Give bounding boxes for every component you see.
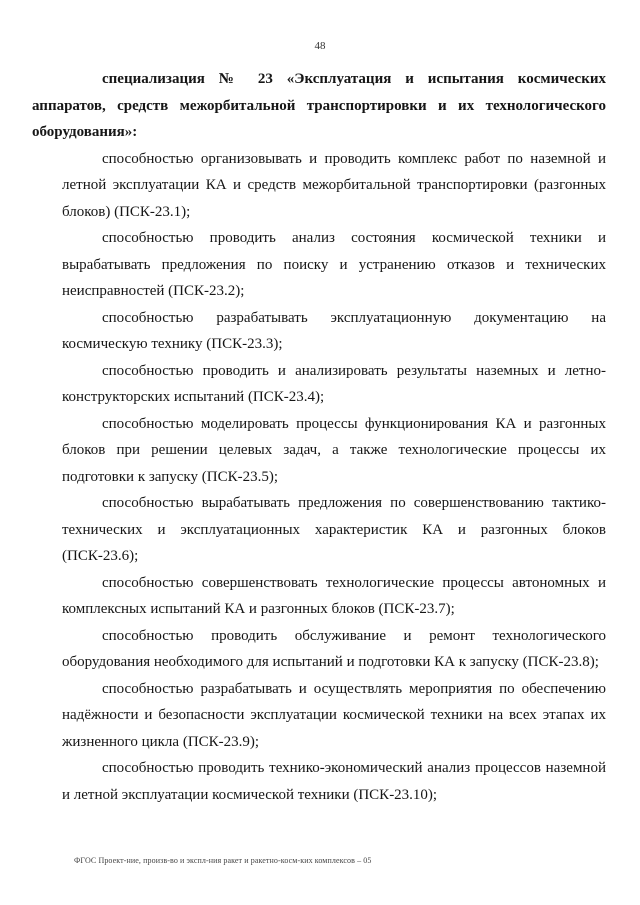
competency-line: способностью проводить и анализировать результаты наземных и летно- [102, 362, 606, 379]
heading-line: аппаратов, средств межорбитальной транспортировки и их технологического [32, 97, 606, 114]
competency-item [62, 225, 606, 305]
document-body [32, 66, 606, 808]
competency-line: неисправностей (ПСК-23.2); [62, 283, 245, 299]
competency-item [62, 755, 606, 808]
competency-line: вырабатывать предложения по поиску и устранению отказов и технических [62, 256, 606, 273]
competency-line: надёжности и безопасности эксплуатации космической техники на всех этапах их [62, 707, 606, 723]
competency-line: подготовки к запуску (ПСК-23.5); [62, 468, 278, 485]
competency-line: способностью моделировать процессы функционирования КА и разгонных [102, 415, 606, 432]
competency-line: конструкторских испытаний (ПСК-23.4); [62, 389, 325, 405]
competency-item [62, 358, 606, 411]
competency-item [62, 490, 606, 570]
specialization-heading [32, 66, 606, 146]
heading-line: специализация № 23 «Эксплуатация и испытания космических [102, 71, 606, 87]
competency-item [62, 623, 606, 676]
competency-item [62, 570, 606, 623]
page-number: 48 [314, 40, 326, 52]
competency-list [62, 146, 606, 809]
competency-line: жизненного цикла (ПСК-23.9); [62, 733, 260, 750]
competency-line: летной эксплуатации КА и средств межорбитальной транспортировки (разгонных [62, 177, 606, 193]
competency-item [62, 676, 606, 756]
competency-line: оборудования необходимого для испытаний и подготовки КА к запуску (ПСК-23.8); [62, 654, 599, 670]
competency-line: способностью разрабатывать и осуществлять мероприятия по обеспечению [102, 680, 606, 697]
competency-line: космическую технику (ПСК-23.3); [62, 336, 283, 352]
competency-line: способностью проводить анализ состояния космической техники и [102, 230, 606, 246]
competency-line: способностью проводить технико-экономический анализ процессов наземной [102, 760, 606, 776]
heading-line: оборудования»: [32, 124, 138, 140]
competency-line: способностью организовывать и проводить комплекс работ по наземной и [102, 150, 606, 167]
competency-item [62, 305, 606, 358]
competency-line: комплексных испытаний КА и разгонных блоков (ПСК-23.7); [62, 601, 455, 617]
competency-line: способностью совершенствовать технологические процессы автономных и [102, 574, 606, 591]
competency-line: блоков) (ПСК-23.1); [62, 203, 191, 220]
competency-line: и летной эксплуатации космической техники (ПСК-23.10); [62, 786, 438, 803]
competency-line: способностью разрабатывать эксплуатационную документацию на [102, 309, 606, 326]
competency-line: технических и эксплуатационных характеристик КА и разгонных блоков [62, 521, 606, 538]
competency-line: способностью вырабатывать предложения по совершенствованию тактико- [102, 495, 606, 511]
competency-item [62, 411, 606, 491]
competency-line: (ПСК-23.6); [62, 548, 139, 564]
competency-item [62, 146, 606, 226]
competency-line: способностью проводить обслуживание и ремонт технологического [102, 627, 606, 644]
page-footer: ФГОС Проект-ние, произв-во и экспл-ния ракет и ракетно-косм-ких комплексов – 05 [74, 856, 372, 865]
competency-line: блоков при решении целевых задач, а также технологические процессы их [62, 442, 606, 458]
